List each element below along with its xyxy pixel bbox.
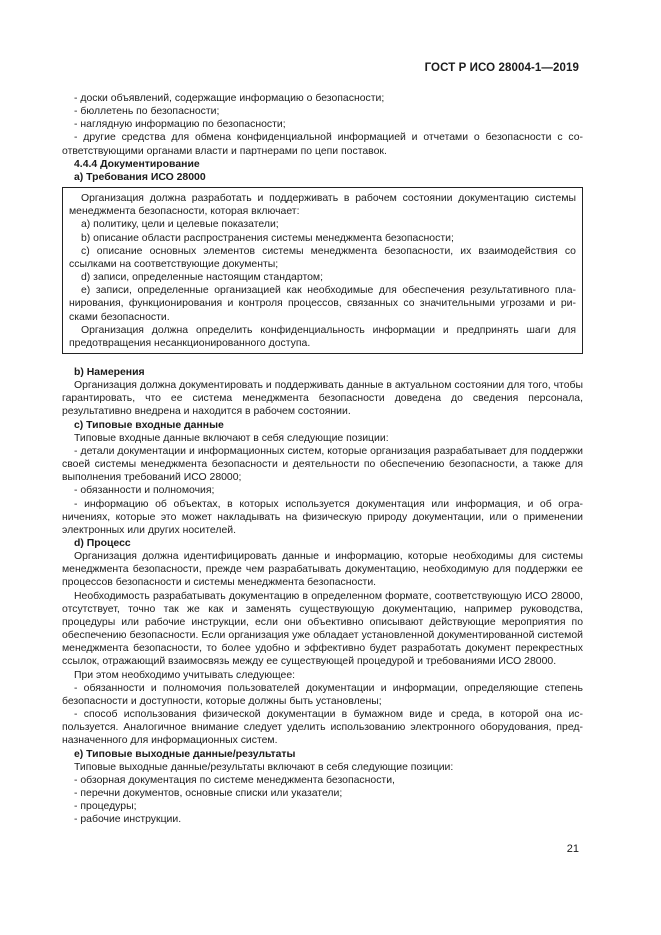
intro-bullet: - бюллетень по безопасности;	[74, 106, 220, 118]
list-item: - обзорная документация по системе менеджмента безопасности,	[74, 774, 395, 786]
list-item: - способ использования физической документации в бумажном виде и среда, в которой она используется. Аналогичное внимание следует уделить использованию электронного оборудования, предназначенного для информационных систем.	[62, 709, 583, 747]
paragraph: Организация должна идентифицировать данные и информацию, которые необходимы для системы менеджмента безопасности, прежде чем разрабатывать документацию, необходимую для поддержки ее процессов безопасности и системы менеджмента безопасности.	[62, 551, 583, 589]
intro-bullet: - другие средства для обмена конфиденциальной информацией и отчетами о безопасности с соответствующими органами власти и партнерами по цепи поставок.	[62, 132, 583, 157]
box-closing: Организация должна определить конфиденциальность информации и предпринять шаги для предотвращения несанкционированного доступа.	[69, 324, 576, 349]
box-item: d) записи, определенные настоящим стандартом;	[81, 272, 323, 284]
subsection-heading-e: e) Типовые выходные данные/результаты	[74, 748, 296, 760]
box-item: a) политику, цели и целевые показатели;	[81, 219, 279, 231]
page-content	[62, 92, 583, 826]
paragraph: Необходимость разрабатывать документацию в определенном формате, соответствующую ИСО 28000, отсутствует, точно так же как и заменять существующую документацию, например руководства, процедуры или рабочие инструкции, если они объективно описывают действующие мероприятия по обеспечению безопасности. Если организация уже обладает установленной документированной системой менеджмента безопасности, то более удобно и эффективно будет разработать документ перекрестных ссылок, отражающий взаимосвязь между ее существующей процедурой и требованиями ИСО 28000.	[62, 590, 583, 668]
intro-bullet: - доски объявлений, содержащие информацию о безопасности;	[74, 93, 385, 104]
box-lead: Организация должна разработать и поддерживать в рабочем состоянии документацию системы менеджмента безопасности, которая включает:	[69, 193, 576, 218]
intro-bullet: - наглядную информацию по безопасности;	[74, 119, 286, 131]
requirements-box	[62, 187, 583, 354]
section-heading: 4.4.4 Документирование	[74, 158, 200, 170]
subsection-heading-d: d) Процесс	[74, 538, 131, 549]
paragraph: Типовые входные данные включают в себя следующие позиции:	[74, 432, 389, 444]
paragraph: Организация должна документировать и поддерживать данные в актуальном состоянии для того, чтобы гарантировать, что ее система менеджмента безопасности доведена до сведения персонала, результативно внедрена и находится в рабочем состоянии.	[62, 380, 583, 418]
document-header: ГОСТ Р ИСО 28004-1—2019	[424, 62, 579, 74]
list-item: - перечни документов, основные списки или указатели;	[74, 787, 343, 799]
box-item: c) описание основных элементов системы менеджмента безопасности, их взаимодействия со ссылками на соответствующие документы;	[69, 245, 576, 270]
list-item: - информацию об объектах, в которых используется документация или информация, и об ограничениях, которые это может накладывать на физическую природу документации, или о применении электронных или других носителей.	[62, 498, 583, 536]
list-item: - рабочие инструкции.	[74, 814, 182, 826]
subsection-heading-a: а) Требования ИСО 28000	[74, 171, 206, 183]
paragraph: Типовые выходные данные/результаты включают в себя следующие позиции:	[74, 761, 454, 773]
subsection-heading-b: b) Намерения	[74, 366, 145, 378]
box-item: b) описание области распространения системы менеджмента безопасности;	[81, 232, 454, 244]
list-item: - обязанности и полномочия пользователей документации и информации, определяющие степень безопасности и доступности, которые должны быть установлены;	[62, 682, 583, 707]
box-item: e) записи, определенные организацией как необходимые для обеспечения результативного планирования, функционирования и контроля процессов, связанных со значительными угрозами и рисками безопасности.	[69, 285, 576, 323]
list-item: - обязанности и полномочия;	[74, 485, 215, 497]
list-item: - процедуры;	[74, 801, 137, 813]
page-number: 21	[566, 843, 579, 855]
paragraph: При этом необходимо учитывать следующее:	[74, 669, 296, 681]
list-item: - детали документации и информационных систем, которые организация разрабатывает для поддержки своей системы менеджмента безопасности и деятельности по обеспечению безопасности, а также для выполнения требований ИСО 28000;	[62, 445, 583, 484]
subsection-heading-c: c) Типовые входные данные	[74, 419, 224, 431]
